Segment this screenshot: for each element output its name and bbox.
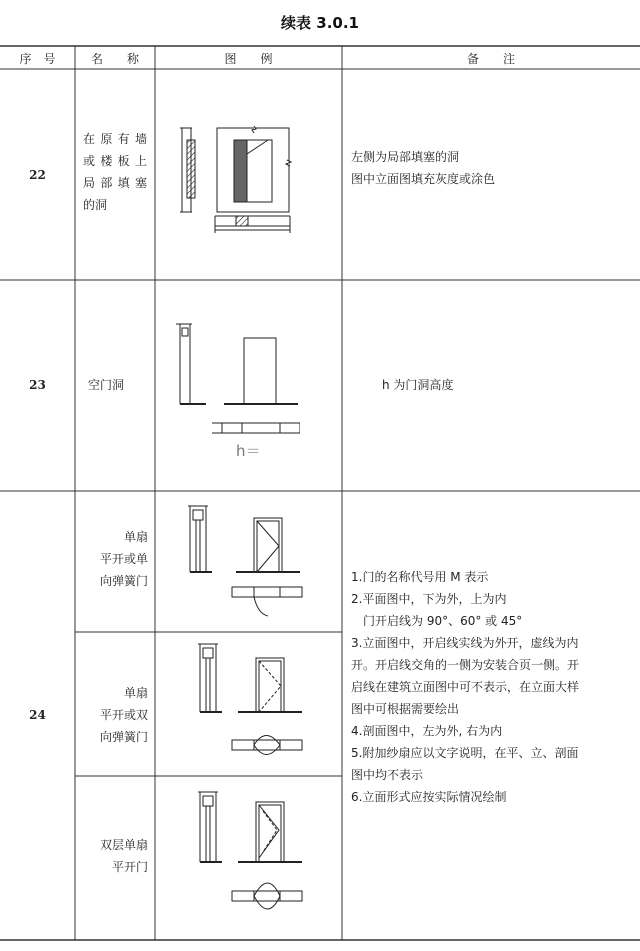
- row-24-sub2-name: 单扇 平开或双 向弹簧门: [99, 686, 148, 744]
- row-22-index: 22: [29, 168, 46, 182]
- row-22-remark: 左侧为局部填塞的洞 图中立面图填充灰度或涂色: [351, 150, 496, 186]
- table-title: 续表 3.0.1: [281, 14, 359, 32]
- row-24-sub1-name: 单扇 平开或单 向弹簧门: [99, 530, 148, 588]
- row-24-sub3-drawing: [180, 786, 310, 926]
- row-24-sub1-drawing: [180, 502, 310, 627]
- row-23-drawing-label: h＝: [236, 442, 261, 460]
- row-23-drawing: [170, 318, 300, 463]
- row-23-name: 空门洞: [88, 378, 125, 392]
- row-24-sub2-drawing: [180, 640, 310, 770]
- header-index: 序 号: [19, 51, 56, 66]
- header-name: 名 称: [90, 51, 139, 66]
- row-22-name: 在原有墙 或楼板上 局部填塞 的洞: [83, 132, 147, 212]
- row-22-drawing: [170, 120, 300, 245]
- row-24-index: 24: [29, 708, 46, 722]
- row-24-remark: 1.门的名称代号用 M 表示 2.平面图中，下为外，上为内 门开启线为 90°、60° 或 45° 3.立面图中，开启线实线为外开，虚线为内 开。开启线交角的一侧为安装合页一侧。开 启线在建筑立面图中可不表示，在立面大样 图中可根据需要绘出 4.剖面图中，左为外, 右为内 5.附加纱扇应以文字说明，在平、立、剖面 图中均不表示 6.立面形式应按实际情况绘制: [351, 570, 580, 804]
- header-legend: 图 例: [224, 51, 273, 66]
- row-23-index: 23: [29, 378, 46, 392]
- row-24-sub3-name: 双层单扇 平开门: [99, 838, 148, 874]
- header-remark: 备 注: [466, 51, 515, 66]
- row-23-remark: h 为门洞高度: [382, 378, 454, 392]
